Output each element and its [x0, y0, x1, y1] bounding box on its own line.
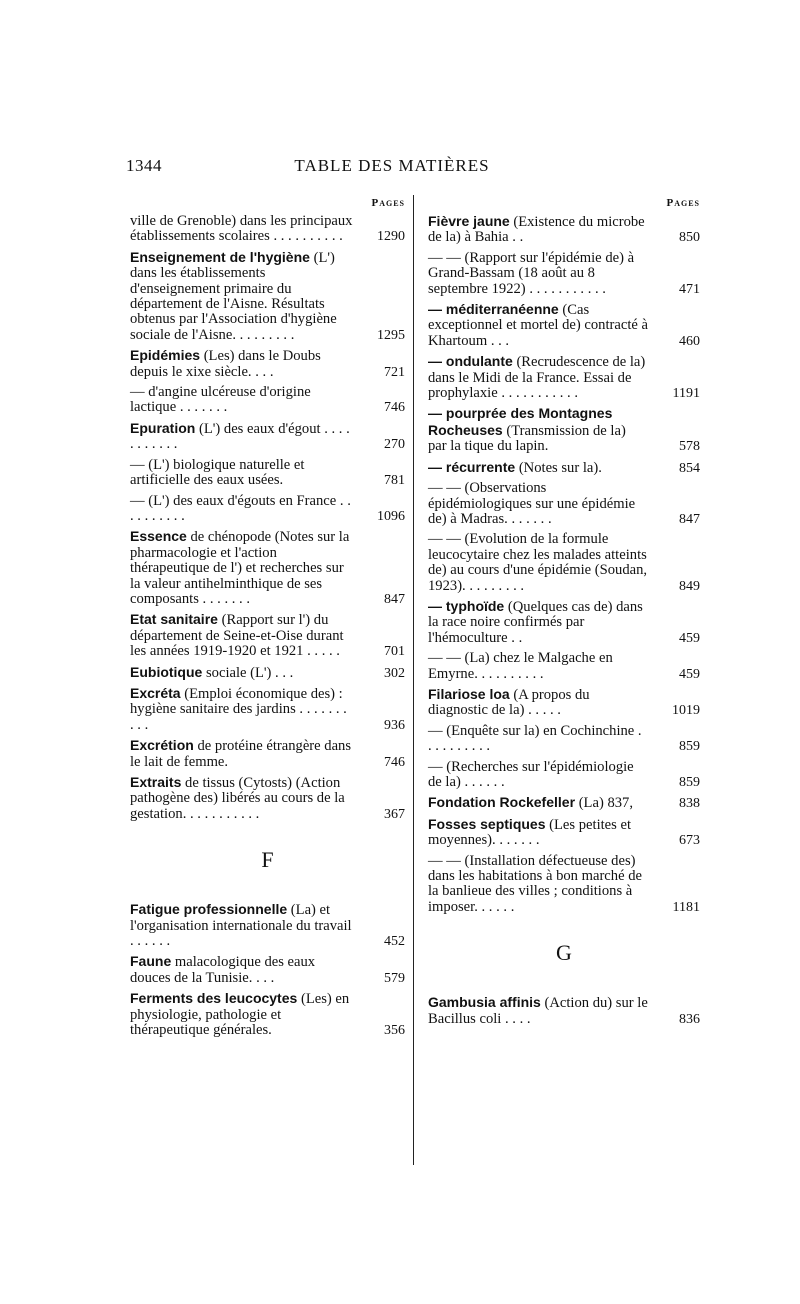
index-entry — [428, 251, 700, 297]
entry-page-number: 847 — [384, 591, 405, 607]
entry-headword: Epuration — [130, 419, 196, 436]
entry-text: (Existence du microbe de la) à Bahia . . — [428, 214, 645, 246]
entry-text: (La) et l'organisation internationale du travail . . . . . . — [130, 902, 352, 950]
entry-text: (Rapport sur l') du département de Seine-et-Oise durant les années 1919-1920 et 1921 . . . . . — [130, 612, 344, 660]
entry-text: (La) 837, — [578, 795, 633, 812]
entry-text: (A propos du diagnostic de la) . . . . . — [428, 686, 590, 719]
index-entry — [428, 532, 700, 594]
column-divider — [413, 195, 414, 1165]
entry-page-number: 1181 — [672, 899, 700, 915]
left-column — [130, 192, 405, 1043]
entry-text: — — (Installation défectueuse des) dans les habitations à bon marché de la banlieue des villes ; conditions à imposer. . . . . . — [428, 852, 642, 915]
entry-headword: Faune — [130, 953, 172, 970]
entry-page-number: 578 — [679, 439, 700, 455]
index-entry — [130, 954, 405, 986]
index-entry — [130, 494, 405, 525]
index-entry — [428, 599, 700, 646]
entry-page-number: 459 — [679, 666, 700, 682]
index-entry — [428, 406, 700, 454]
entry-headword: — méditerranéenne — [428, 301, 559, 318]
entry-text: (Les) dans le Doubs depuis le xixe siècle. . . . — [130, 348, 321, 380]
entry-page-number: 721 — [384, 364, 405, 380]
entry-page-number: 356 — [384, 1023, 405, 1039]
entry-page-number: 579 — [384, 970, 405, 986]
entry-headword: — récurrente — [428, 458, 516, 475]
entry-page-number: 746 — [384, 400, 405, 416]
entry-text: sociale (L') . . . — [205, 664, 294, 681]
entry-text: (Recrudescence de la) dans le Midi de la France. Essai de prophylaxie . . . . . . . . . . . — [428, 354, 646, 402]
entry-text: (Quelques cas de) dans la race noire confirmés par l'hémoculture . . — [428, 598, 643, 646]
entry-text: (Action du) sur le Bacillus coli . . . . — [428, 995, 648, 1027]
entry-page-number: 302 — [384, 665, 405, 681]
index-entry — [428, 214, 700, 246]
entry-page-number: 673 — [679, 833, 700, 849]
entry-page-number: 746 — [384, 754, 405, 770]
entry-text: (Emploi économique des) : hygiène sanitaire des jardins . . . . . . . . . . — [130, 685, 347, 733]
index-entry — [130, 348, 405, 380]
entry-headword: Excréta — [130, 684, 181, 701]
index-entry — [130, 385, 405, 416]
index-entry — [428, 460, 700, 476]
index-entry — [428, 854, 700, 916]
index-entry — [130, 421, 405, 453]
right-entries — [428, 214, 700, 1027]
entry-text: — (L') des eaux d'égouts en France . . . . . . . . . . — [130, 492, 351, 524]
entry-page-number: 847 — [679, 511, 700, 527]
entry-page-number: 836 — [679, 1011, 700, 1027]
entry-text: — (Enquête sur la) en Cochinchine . . . . . . . . . . — [428, 722, 642, 755]
entry-headword: Fosses septiques — [428, 815, 546, 832]
index-entry — [130, 214, 405, 245]
entry-text: ville de Grenoble) dans les principaux établissements scolaires . . . . . . . . . . — [130, 213, 353, 245]
entry-page-number: 850 — [679, 230, 700, 246]
entry-text: (L') des eaux d'égout . . . . . . . . . . . — [130, 420, 350, 453]
left-entries — [130, 214, 405, 1038]
index-entry — [428, 795, 700, 811]
entry-text: (Cas exceptionnel et mortel de) contracté à Khartoum . . . — [428, 302, 649, 349]
index-entry — [428, 724, 700, 755]
entry-text: (L') dans les établissements d'enseignement primaire du département de l'Aisne. Résultats obtenus par l'Association d'hygiène sociale de l'Aisne. . . . . . . . . — [130, 249, 337, 343]
entry-text: (Transmission de la) par la tique du lapin. — [428, 422, 626, 455]
entry-page-number: 367 — [384, 806, 405, 822]
entry-text: (Notes sur la). — [518, 459, 602, 476]
entry-text: (Les petites et moyennes). . . . . . . — [428, 816, 632, 849]
entry-page-number: 270 — [384, 437, 405, 453]
entry-page-number: 460 — [679, 333, 700, 349]
index-entry — [428, 817, 700, 849]
index-entry — [428, 302, 700, 349]
entry-headword: Fondation Rockefeller — [428, 794, 576, 811]
entry-headword: Extraits — [130, 774, 182, 790]
entry-headword: Ferments des leucocytes — [130, 990, 298, 1007]
entry-page-number: 1096 — [377, 508, 405, 524]
entry-headword: Etat sanitaire — [130, 611, 218, 628]
entry-headword: Fièvre jaune — [428, 213, 510, 229]
entry-headword: Enseignement de l'hygiène — [130, 248, 310, 265]
section-letter: F — [261, 847, 274, 873]
index-entry — [428, 481, 700, 527]
index-entry — [130, 458, 405, 489]
entry-headword: Fatigue professionnelle — [130, 901, 288, 918]
entry-headword: — typhoïde — [428, 597, 505, 614]
entry-text: malacologique des eaux douces de la Tunisie. . . . — [130, 954, 316, 986]
entry-text: — — (Evolution de la formule leucocytaire chez les malades atteints de) au cours d'une épidémie (Soudan, 1923). . . . . . . . . — [428, 531, 648, 594]
index-entry — [130, 529, 405, 607]
index-entry — [130, 686, 405, 733]
pages-label-left: Pages — [371, 197, 405, 209]
pages-label-right: Pages — [666, 197, 700, 209]
entry-text: de protéine étrangère dans le lait de femme. — [130, 738, 352, 770]
entry-text: de tissus (Cytosts) (Action pathogène des) libérés au cours de la gestation. . . . . . . . . . . — [130, 775, 345, 822]
entry-text: de chénopode (Notes sur la pharmacologie et l'action thérapeutique de l') et recherches sur la valeur antihelminthique de ses composants . . . . . . . — [130, 529, 350, 607]
entry-page-number: 838 — [679, 796, 700, 812]
entry-headword: Essence — [130, 528, 187, 545]
entry-text: — (L') biologique naturelle et artificielle des eaux usées. — [130, 456, 305, 489]
entry-headword: Filariose loa — [428, 685, 510, 702]
entry-page-number: 459 — [679, 630, 700, 646]
entry-page-number: 1295 — [377, 327, 405, 343]
entry-page-number: 1019 — [672, 703, 700, 719]
index-entry — [130, 902, 405, 949]
entry-page-number: 859 — [679, 775, 700, 790]
index-entry — [428, 760, 700, 791]
entry-page-number: 936 — [384, 717, 405, 733]
entry-page-number: 471 — [679, 281, 700, 297]
page-number: 1344 — [126, 156, 162, 175]
entry-text: — (Recherches sur l'épidémiologie de la) . . . . . . — [428, 758, 634, 790]
entry-page-number: 1191 — [672, 386, 700, 402]
index-entry — [428, 651, 700, 682]
index-entry — [130, 738, 405, 770]
page-header — [126, 156, 658, 180]
entry-text: (Les) en physiologie, pathologie et thérapeutique générales. — [130, 991, 350, 1039]
section-letter: G — [556, 940, 572, 966]
page-title: TABLE DES MATIÈRES — [294, 156, 490, 175]
index-entry — [428, 995, 700, 1027]
entry-page-number: 854 — [679, 460, 700, 476]
entry-headword: Eubiotique — [130, 663, 203, 680]
entry-headword: Epidémies — [130, 347, 201, 364]
entry-headword: — ondulante — [428, 353, 513, 370]
entry-page-number: 781 — [384, 473, 405, 489]
index-entry — [130, 775, 405, 822]
index-entry — [130, 991, 405, 1038]
entry-text: — — (La) chez le Malgache en Emyrne. . . . . . . . . . — [428, 650, 613, 682]
entry-headword: Excrétion — [130, 737, 194, 754]
index-entry — [130, 612, 405, 659]
entry-page-number: 701 — [384, 644, 405, 660]
index-entry — [428, 687, 700, 719]
entry-page-number: 1290 — [377, 229, 405, 245]
entry-page-number: 452 — [384, 934, 405, 950]
index-entry — [130, 250, 405, 343]
index-entry — [428, 354, 700, 401]
entry-text: — d'angine ulcéreuse d'origine lactique . . . . . . . — [130, 384, 311, 416]
entry-text: — — (Observations épidémiologiques sur une épidémie de) à Madras. . . . . . . — [428, 480, 636, 527]
entry-headword: — pourprée des Montagnes Rocheuses — [428, 405, 613, 438]
right-column — [428, 192, 700, 1032]
index-entry — [130, 665, 405, 681]
entry-page-number: 859 — [679, 739, 700, 755]
entry-headword: Gambusia affinis — [428, 994, 541, 1011]
entry-page-number: 849 — [679, 578, 700, 594]
entry-text: — — (Rapport sur l'épidémie de) à Grand-Bassam (18 août au 8 septembre 1922) . . . . . . . . . . . — [428, 249, 635, 297]
